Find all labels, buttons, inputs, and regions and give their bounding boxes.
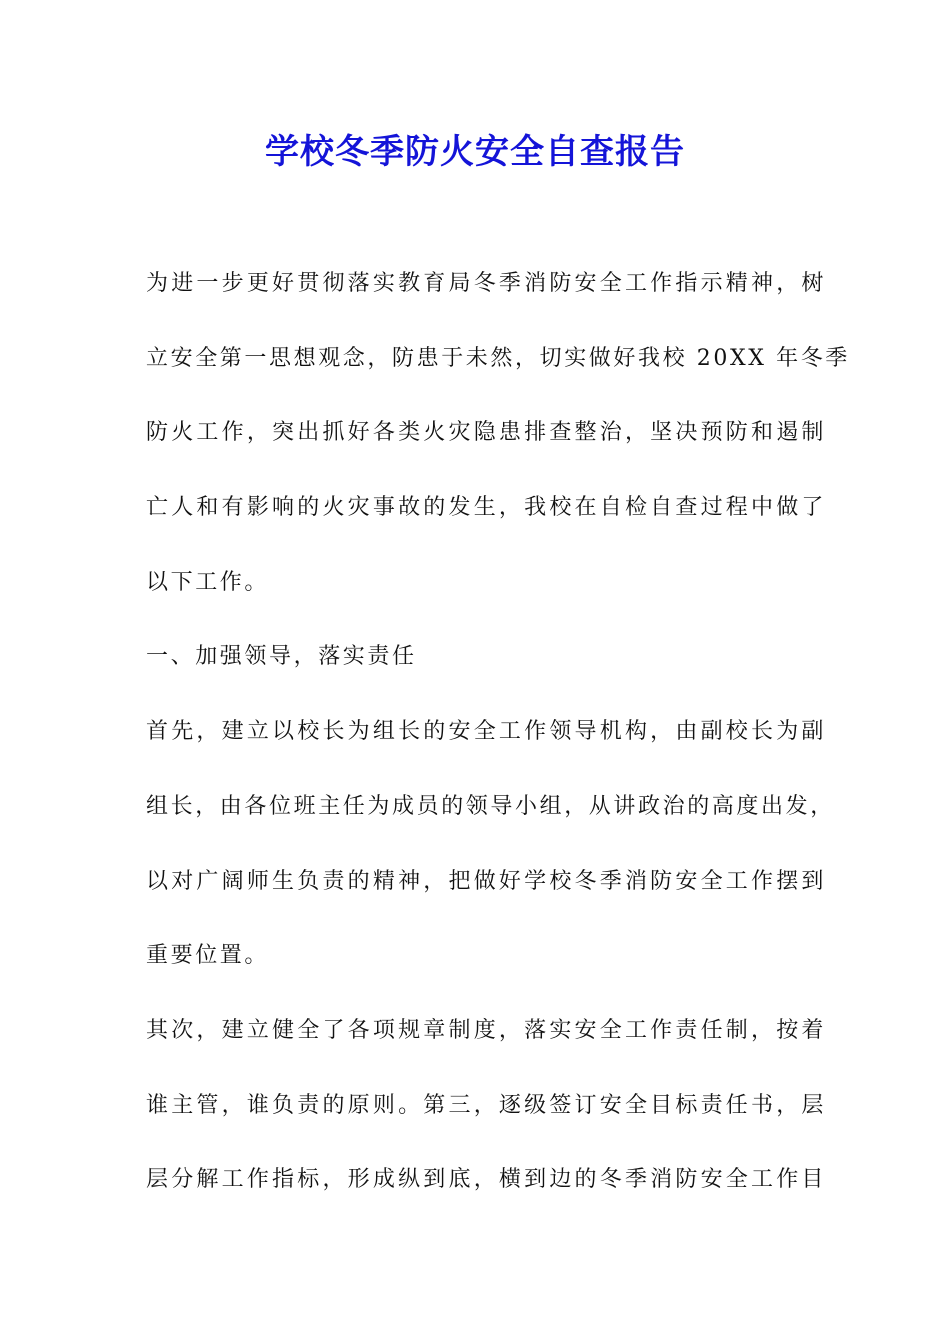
body-line: 其次，建立健全了各项规章制度，落实安全工作责任制，按着 [146,1017,826,1043]
body-line: 谁主管，谁负责的原则。第三，逐级签订安全目标责任书，层 [146,1092,826,1118]
body-line: 层分解工作指标，形成纵到底，横到边的冬季消防安全工作目 [146,1167,826,1193]
body-line: 为进一步更好贯彻落实教育局冬季消防安全工作指示精神，树 [146,271,826,296]
body-line: 以对广阔师生负责的精神，把做好学校冬季消防安全工作摆到 [146,868,826,894]
body-line: 以下工作。 [146,569,270,595]
body-line: 重要位置。 [146,943,270,969]
body-line: 组长，由各位班主任为成员的领导小组，从讲政治的高度出发， [146,793,835,819]
body-line: 立安全第一思想观念，防患于未然，切实做好我校 20XX 年冬季 [146,345,850,371]
body-line: 亡人和有影响的火灾事故的发生，我校在自检自查过程中做了 [146,495,826,521]
body-line: 防火工作，突出抓好各类火灾隐患排查整治，坚决预防和遏制 [146,420,826,446]
body-line: 首先，建立以校长为组长的安全工作领导机构，由副校长为副 [146,719,826,745]
document-title: 学校冬季防火安全自查报告 [265,132,685,172]
document-body [146,260,850,1231]
section-heading: 一、加强领导，落实责任 [146,644,417,670]
